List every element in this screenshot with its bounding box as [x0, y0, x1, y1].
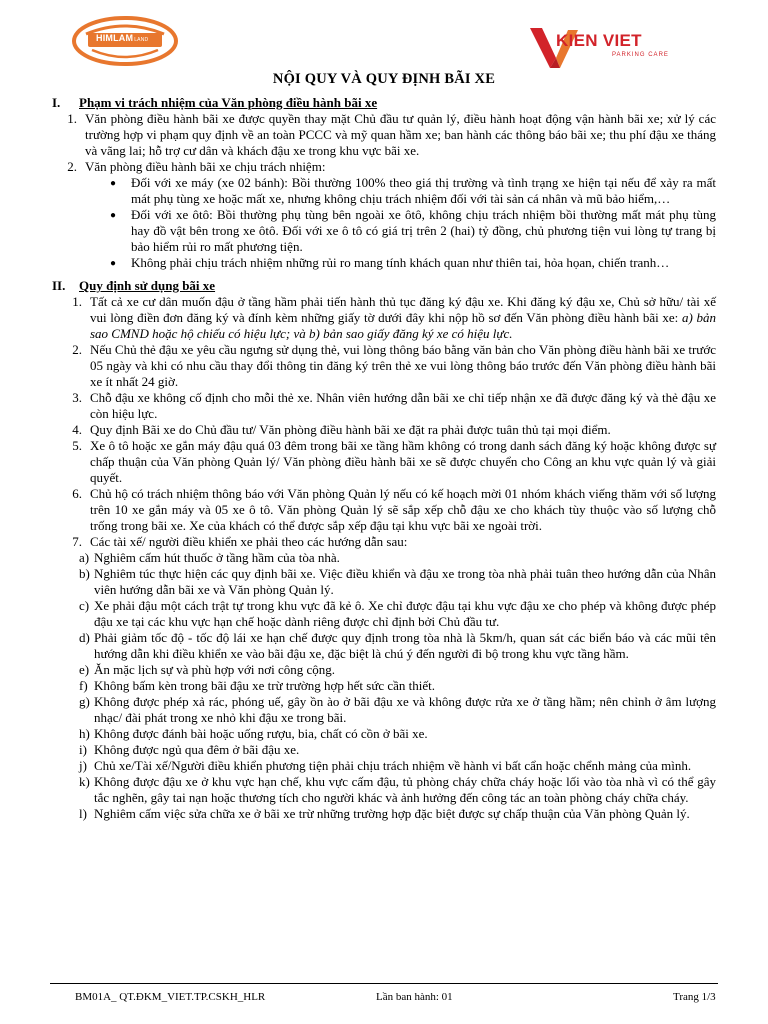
list-item: [52, 111, 716, 159]
bullet-text: Đối với xe máy (xe 02 bánh): Bồi thường 100% theo giá thị trường và tình trạng xe hiện tại nếu để xảy ra mất mát phụ tùng xe hoặc mất xe, nhưng không chịu trách nhiệm đối với tài sản cá nhân và mũ bảo hiểm,…: [131, 175, 716, 206]
sub-item-text: Phải giảm tốc độ - tốc độ lái xe hạn chế được quy định trong tòa nhà là 5km/h, quan sát các biển báo và các mũi tên hướng dẫn khi điều khiển xe vào bãi đậu xe, đặc biệt là chú ý đến người đi bộ trong khu vực tầng hầm.: [94, 630, 716, 661]
sub-item: [79, 806, 716, 822]
bullet-item: [110, 207, 716, 255]
himlam-logo-text: HIMLAMLAND: [96, 33, 149, 43]
item-text: Các tài xế/ người điều khiển xe phải theo các hướng dẫn sau:: [90, 534, 408, 549]
section-title: Phạm vi trách nhiệm của Văn phòng điều hành bãi xe: [79, 95, 378, 110]
item-number: 1.: [67, 111, 77, 126]
item-text: Quy định Bãi xe do Chủ đầu tư/ Văn phòng điều hành bãi xe đặt ra phải được tuân thủ tại mọi điểm.: [90, 422, 611, 437]
sub-item-text: Ăn mặc lịch sự và phù hợp với nơi công cộng.: [94, 662, 336, 677]
sub-item: [79, 758, 716, 774]
list-item: [52, 438, 716, 486]
item-number: 2.: [67, 159, 77, 174]
item-number: 2.: [72, 342, 82, 357]
sub-item: [79, 566, 716, 598]
bullet-item: [110, 255, 716, 272]
footer-divider: [50, 983, 718, 984]
section-number: II.: [52, 278, 66, 293]
sub-item: [79, 550, 716, 566]
section-heading: [52, 95, 716, 111]
kien-viet-logo-text: KIEN VIET: [556, 31, 642, 50]
sub-item: [79, 630, 716, 662]
bullet-text: Đối với xe ôtô: Bồi thường phụ tùng bên ngoài xe ôtô, không chịu trách nhiệm bồi thường mất mát phụ tùng hay đồ vật bên trong xe ôtô. Đối với xe ô tô có giá trị trên 2 (hai) tỷ đồng, chủ phương tiện vui lòng tự trang bị bảo hiểm rủi ro mất phương tiện.: [131, 207, 716, 254]
item-number: 3.: [72, 390, 82, 405]
sub-item: [79, 774, 716, 806]
sub-item-letter: h): [79, 726, 90, 741]
section-1: [52, 95, 716, 272]
list-item: [52, 159, 716, 175]
item-text: Chủ hộ có trách nhiệm thông báo với Văn phòng Quản lý nếu có kế hoạch mời 01 nhóm khách viếng thăm với số lượng trên 10 xe gắn máy và 05 xe ô tô. Văn phòng Quản lý sẽ sắp xếp chỗ đậu xe cho khách tùy thuộc vào số lượng chỗ trống trong bãi xe. Xe của khách có thể được sắp xếp đậu tại khu vực bãi xe ngoài trời.: [90, 486, 716, 533]
sub-item-letter: a): [79, 550, 90, 565]
item-number: 1.: [72, 294, 82, 309]
item-number: 4.: [72, 422, 82, 437]
bullet-icon: ●: [110, 210, 117, 221]
item-text-italic: a) bản sao CMND hoặc hộ chiếu có hiệu lực; và b) bản sao giấy đăng ký xe có hiệu lực.: [90, 310, 716, 341]
list-item: [52, 294, 716, 342]
document-title: NỘI QUY VÀ QUY ĐỊNH BÃI XE: [272, 71, 496, 87]
footer-page-number: Trang 1/3: [673, 991, 716, 1003]
bullet-icon: ●: [110, 178, 117, 189]
sub-item-text: Không được đánh bài hoặc uống rượu, bia, chất có cồn ở bãi xe.: [94, 726, 428, 741]
footer-document-code: BM01A_ QT.ĐKM_VIET.TP.CSKH_HLR: [75, 991, 266, 1003]
sub-item-text: Chủ xe/Tài xế/Người điều khiển phương tiện phải chịu trách nhiệm về hành vi bất cẩn hoặc chểnh mảng của mình.: [94, 758, 692, 773]
document-body: [52, 95, 716, 822]
sub-item-text: Nghiêm túc thực hiện các quy định bãi xe. Việc điều khiển và đậu xe trong tòa nhà phải tuân theo hướng dẫn của Nhân viên hướng dẫn bãi xe và Văn phòng Quản lý.: [94, 566, 716, 597]
sub-item-text: Không bấm kèn trong bãi đậu xe trừ trường hợp hết sức cần thiết.: [94, 678, 436, 693]
sub-item-letter: g): [79, 694, 90, 709]
sub-item-letter: j): [79, 758, 87, 773]
sub-item: [79, 678, 716, 694]
sub-item-letter: c): [79, 598, 90, 613]
list-item: [52, 342, 716, 390]
sub-item: [79, 726, 716, 742]
sub-item: [79, 742, 716, 758]
sub-item-text: Không được đậu xe ở khu vực hạn chế, khu vực cấm đậu, tủ phòng cháy chữa cháy hoặc lối vào tòa nhà vì có thể gây tắc nghẽn, gây tai nạn hoặc thương tích cho người khác và ảnh hưởng đến công tác an toàn phòng cháy chữa cháy.: [94, 774, 716, 805]
section-heading: [52, 278, 716, 294]
bullet-icon: ●: [110, 258, 117, 269]
sub-item-text: Nghiêm cấm hút thuốc ở tầng hầm của tòa nhà.: [94, 550, 340, 565]
sub-item-letter: l): [79, 806, 87, 821]
sub-item-text: Nghiêm cấm việc sửa chữa xe ở bãi xe trừ những trường hợp đặc biệt được sự chấp thuận của Văn phòng Quản lý.: [94, 806, 690, 821]
sub-item-text: Xe phải đậu một cách trật tự trong khu vực đã kẻ ô. Xe chỉ được đậu tại khu vực đậu xe cho phép và không được phép đậu xe tại các khu vực hạn chế hoặc dành riêng được chỉ định bởi Chủ đầu tư.: [94, 598, 716, 629]
sub-item-letter: f): [79, 678, 88, 693]
list-item: [52, 422, 716, 438]
item-text: [90, 294, 716, 342]
sub-item-text: Không được phép xả rác, phóng uế, gây ồn ào ở bãi đậu xe và không được rửa xe ở tầng hầm; nên chỉnh ở âm lượng nhạc/ đài phát trong xe nhỏ khi đậu xe trong bãi.: [94, 694, 716, 725]
list-item: [52, 486, 716, 534]
section-2: [52, 278, 716, 822]
sub-item-letter: k): [79, 774, 90, 789]
item-text: Văn phòng điều hành bãi xe chịu trách nhiệm:: [85, 159, 326, 174]
item-text: Nếu Chủ thẻ đậu xe yêu cầu ngưng sử dụng thẻ, vui lòng thông báo bằng văn bản cho Văn phòng điều hành bãi xe trước 05 ngày và khi có nhu cầu thay đổi thông tin đăng ký trên thẻ xe vui lòng thông báo trước đến Văn phòng điều hành bãi xe ít nhất 24 giờ.: [90, 342, 716, 389]
sub-item-letter: i): [79, 742, 87, 757]
section-title: Quy định sử dụng bãi xe: [79, 278, 216, 293]
sub-item: [79, 598, 716, 630]
item-text: Xe ô tô hoặc xe gắn máy đậu quá 03 đêm trong bãi xe tầng hầm không có trong danh sách đăng ký hoặc không được sự chấp thuận của Văn phòng Quản lý/ Văn phòng điều hành bãi xe sẽ được chuyển cho Công an khu vực quản lý và giải quyết.: [90, 438, 716, 485]
list-item: [52, 390, 716, 422]
sub-item-letter: e): [79, 662, 90, 677]
footer-issue-number: Lần ban hành: 01: [376, 991, 453, 1003]
sub-item: [79, 662, 716, 678]
kien-viet-logo-subtext: PARKING CARE: [612, 52, 669, 58]
sub-item-text: Không được ngủ qua đêm ở bãi đậu xe.: [94, 742, 300, 757]
bullet-text: Không phải chịu trách nhiệm những rủi ro mang tính khách quan như thiên tai, hỏa họan, chiến tranh…: [131, 255, 670, 270]
item-text: Chỗ đậu xe không cố định cho mỗi thẻ xe. Nhân viên hướng dẫn bãi xe chỉ tiếp nhận xe đã được đăng ký và thẻ đậu xe còn hiệu lực.: [90, 390, 716, 421]
item-text-main: Tất cả xe cư dân muốn đậu ở tầng hầm phải tiến hành thủ tục đăng ký đậu xe. Khi đăng ký đậu xe, Chủ sở hữu/ tài xế vui lòng điền đơn đăng ký và đính kèm những giấy tờ dưới đây khi nộp hồ sơ đến Văn phòng điều hành bãi xe:: [90, 294, 716, 325]
item-number: 5.: [72, 438, 82, 453]
item-number: 7.: [72, 534, 82, 549]
sub-item-letter: d): [79, 630, 90, 645]
sub-item-letter: b): [79, 566, 90, 581]
item-text: Văn phòng điều hành bãi xe được quyền thay mặt Chủ đầu tư quản lý, điều hành hoạt động vận hành bãi xe; xử lý các trường hợp vi phạm quy định về an toàn PCCC và mỹ quan hầm xe; ban hành các thông báo bãi xe; thu phí đậu xe tháng và vãng lai; hỗ trợ cư dân và khách đậu xe trong khu vực bãi xe.: [85, 111, 716, 158]
item-number: 6.: [72, 486, 82, 501]
list-item: [52, 534, 716, 550]
section-number: I.: [52, 95, 61, 110]
sub-item: [79, 694, 716, 726]
bullet-item: [110, 175, 716, 207]
